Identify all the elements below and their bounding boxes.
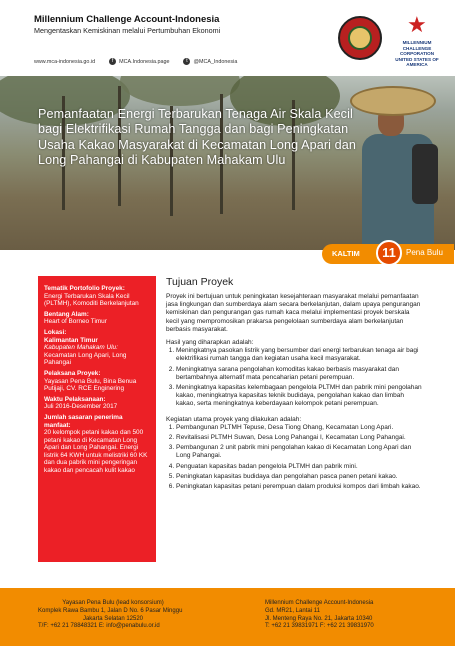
main-content [166,276,424,493]
sidebar-value: Energi Terbarukan Skala Kecil (PLTMH), Komoditi Berkelanjutan [44,292,139,308]
sidebar-heading: Lokasi: [44,328,67,336]
results-list [166,347,424,408]
facebook-text: MCA.Indonesia.page [119,58,170,65]
footer-line: T/F: +62 21 78848321 E: info@penabulu.or.id [38,623,160,630]
list-item: 3. Meningkatnya kapasitas kelembagaan pengelola PLTMH dan pabrik mini pengolahan kakao, meningkatnya kapasitas teknik budidaya, pengolahan kakao dan limbah kakao, serta meningkatnya keberdayaan kelompok petani perempuan. [176,384,424,409]
activities-heading: Kegiatan utama proyek yang dilakukan adalah: [166,415,302,423]
badge-region: KALTIM [332,249,360,258]
footer-line: Jl. Menteng Raya No. 21, Jakarta 10340 [265,615,373,622]
list-item: 1. Meningkatnya pasokan listrik yang bersumber dari energi terbarukan tenaga air bagi elektrifikasi rumah tangga dan kegiatan usaha kecil masyarakat. [176,347,424,363]
footer-line: Gd. MR21, Lantai 11 [265,607,320,614]
project-badge [322,244,454,264]
header [0,0,455,76]
facebook-link[interactable] [109,58,169,65]
section-title: Tujuan Proyek [166,276,234,288]
tagline: Mengentaskan Kemiskinan melalui Pertumbuhan Ekonomi [34,26,221,35]
sidebar-heading: Pelaksana Proyek: [44,369,101,377]
org-name: Millennium Challenge Account-Indonesia [34,14,220,25]
sidebar-heading: Tematik Portofolio Proyek: [44,285,125,292]
title-line: bagi Elektrifikasi Rumah Tangga dan bagi Peningkatan [38,122,349,137]
list-item: 2. Meningkatnya sarana pengolahan komoditas kakao berbasis masyarakat dan bertambahnya alternatif mata pencaharian petani perempuan. [176,366,424,382]
sidebar-value: Kalimantan Timur [44,336,98,344]
footer [0,588,455,646]
list-item: 5. Peningkatan kapasitas budidaya dan pengolahan pasca panen petani kakao. [176,473,424,481]
sidebar-heading: Bentang Alam: [44,310,89,318]
title-line: Long Pahangai di Kabupaten Mahakam Ulu [38,153,286,168]
list-item: 6. Peningkatan kapasitas petani perempuan dalam produksi kompos dari limbah kakao. [176,483,424,491]
title-line: Pemanfaatan Energi Terbarukan Tenaga Air Skala Kecil [38,107,353,121]
sidebar-value: 20 kelompok petani kakao dan 500 petani kakao di Kecamatan Long Apari dan Long Pahangai. Energi listrik 64 KWH untuk melistriki 60 KK dan dua pabrik mini pengeringan kakao dan pencacah kulit kakao [44,429,148,475]
twitter-icon: t [183,58,190,65]
footer-left-contact [38,600,188,631]
badge-org: Pena Bulu [406,248,443,257]
results-heading: Hasil yang diharapkan adalah: [166,339,254,347]
mcc-logo-text: MILLENNIUM CHALLENGE CORPORATION UNITED STATES OF AMERICA [395,40,439,67]
sidebar-value: Kabupaten Mahakam Ulu: [44,344,118,352]
sidebar-value: Juli 2016-Desember 2017 [44,403,118,411]
twitter-link[interactable] [183,58,237,65]
list-item: 1. Pembangunan PLTMH Tepuse, Desa Tiong Ohang, Kecamatan Long Apari. [176,424,424,432]
badge-number: 11 [376,240,402,266]
website-link[interactable] [34,59,95,65]
footer-line: T: +62 21 39831971 F: +62 21 39831970 [265,623,374,630]
title-line: Usaha Kakao Masyarakat di Kecamatan Long Apari dan [38,137,356,152]
footer-line: Millennium Challenge Account-Indonesia [265,600,374,606]
sidebar-heading: Waktu Pelaksanaan: [44,395,106,403]
list-item: 3. Pembangunan 2 unit pabrik mini pengolahan kakao di Kecamatan Long Apari dan Long Pahangai. [176,444,424,460]
facebook-icon: f [109,58,116,65]
website-text: www.mca-indonesia.go.id [34,58,96,65]
activities-list [166,424,424,491]
indonesia-emblem-logo [338,16,382,60]
sidebar-value: Kecamatan Long Apari, Long Pahangai [44,351,127,367]
project-title [38,107,398,169]
list-item: 4. Penguatan kapasitas badan pengelola PLTMH dan pabrik mini. [176,463,424,471]
footer-line: Yayasan Pena Bulu (lead konsorsium) [62,600,164,606]
footer-line: Jakarta Selatan 12520 [82,615,144,622]
intro-paragraph: Proyek ini bertujuan untuk peningkatan kesejahteraan masyarakat melalui pemanfaatan jasa lingkungan dan sumberdaya alam secara berkelanjutan, dalam upaya pengurangan kemiskinan dan pengurangan gas rumah kaca melalui implementasi proyek berskala kecil yang mempromosikan prakarsa pengelolaan sumberdaya alam berkelanjutan berbasis masyarakat. [166,293,421,333]
sidebar-value: Heart of Borneo Timur [44,318,107,326]
star-icon: ★ [407,12,427,37]
list-item: 2. Revitalisasi PLTMH Suwan, Desa Long Pahangai I, Kecamatan Long Pahangai. [176,434,424,442]
footer-line: Komplek Rawa Bambu 1, Jalan D No. 6 Pasar Minggu [38,607,183,614]
mcc-logo [395,12,439,67]
footer-right-contact [265,600,374,631]
contact-bar [34,58,237,65]
project-info-sidebar [38,276,156,562]
sidebar-value: Yayasan Pena Bulu, Bina Benua Putijaji, CV. RCE Enginering [44,377,137,393]
sidebar-heading: Jumlah sasaran penerima manfaat: [44,413,123,429]
twitter-text: @MCA_Indonesia [193,58,238,65]
